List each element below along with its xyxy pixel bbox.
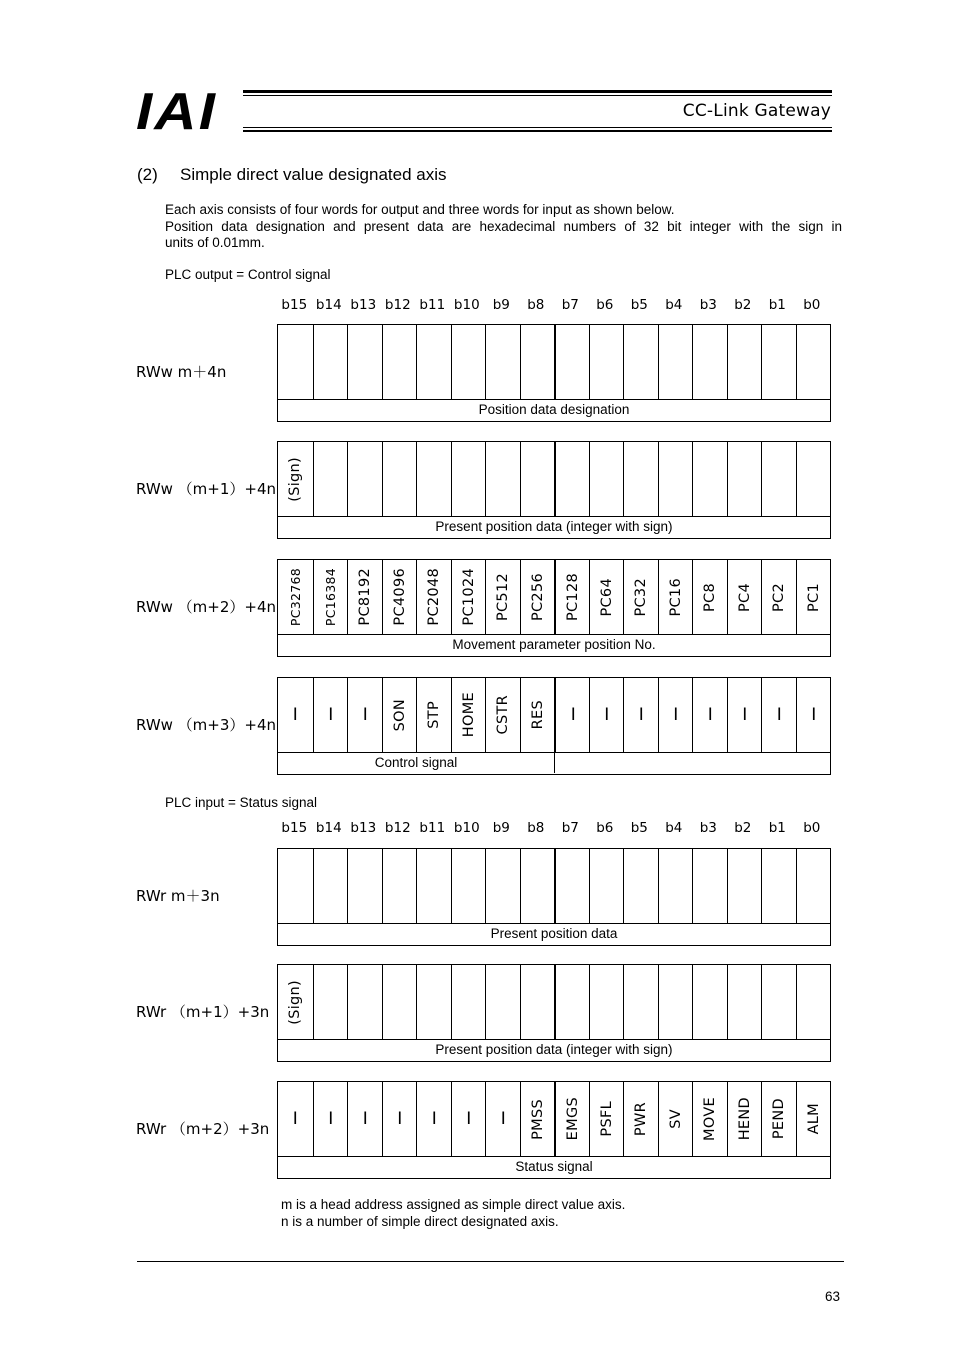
bit-cell [520, 560, 556, 634]
bit-cell [347, 849, 383, 923]
register-name: RWr （m+2）+3n [136, 1120, 270, 1138]
bit-cell [382, 678, 418, 752]
bit-cell [451, 1082, 487, 1156]
bit-cell [623, 560, 659, 634]
register-caption: Position data designation [478, 402, 630, 417]
bit-label: b10 [453, 297, 480, 313]
bit-cell [554, 678, 591, 752]
bit-label: b3 [699, 820, 717, 836]
bit-cell [554, 560, 591, 634]
bit-cell [451, 849, 487, 923]
bit-cell [554, 849, 591, 923]
bit-cell [278, 1082, 313, 1156]
register-caption: Present position data [490, 926, 618, 941]
bit-cell [727, 442, 763, 516]
bit-label: b13 [350, 297, 377, 313]
bit-cell [278, 442, 313, 516]
bit-cell [382, 849, 418, 923]
bit-cell [278, 325, 313, 399]
bit-cell [416, 965, 452, 1039]
bit-cell [520, 849, 556, 923]
bit-cell [451, 965, 487, 1039]
bit-signal-label: I [431, 1109, 437, 1129]
bit-cell [796, 560, 832, 634]
bit-signal-label: SV [667, 1109, 684, 1129]
bit-signal-label: PWR [633, 1101, 650, 1137]
bit-label: b8 [527, 297, 545, 313]
bit-cell [382, 1082, 418, 1156]
bit-signal-label: I [397, 1109, 403, 1129]
bit-signal-label: PC128 [565, 572, 582, 622]
bit-cell [416, 442, 452, 516]
bit-cell [658, 849, 694, 923]
register-cells [278, 1082, 830, 1157]
bit-signal-label: PC2 [771, 582, 788, 612]
bit-cell [554, 1082, 591, 1156]
bit-label: b12 [384, 820, 411, 836]
bit-signal-label: I [570, 705, 576, 725]
bit-cell [589, 560, 625, 634]
bit-signal-label: I [328, 1109, 334, 1129]
register-cells [278, 965, 830, 1040]
bit-signal-label: PC32768 [287, 567, 303, 627]
bit-signal-label: SON [391, 698, 408, 732]
bit-cell [658, 678, 694, 752]
bit-cell [589, 442, 625, 516]
bit-label: b10 [453, 820, 480, 836]
bit-signal-label: RES [529, 700, 546, 730]
bit-cell [382, 442, 418, 516]
bit-cell [278, 560, 313, 634]
bit-signal-label: I [604, 705, 610, 725]
bit-cell [554, 442, 591, 516]
bit-label: b3 [699, 297, 717, 313]
register-caption: Present position data (integer with sign) [435, 519, 673, 534]
bit-label: b11 [419, 820, 446, 836]
bit-cell [416, 560, 452, 634]
bit-label: b8 [527, 820, 545, 836]
bit-signal-label: PSFL [598, 1101, 615, 1137]
bit-cell [658, 965, 694, 1039]
bit-cell [658, 325, 694, 399]
notes [281, 1197, 625, 1230]
bit-signal-label: PC32 [633, 577, 650, 617]
bit-signal-label: I [638, 705, 644, 725]
intro-line: Each axis consists of four words for output and three words for input as shown below. [165, 202, 675, 217]
register-name: RWr （m+1）+3n [136, 1003, 270, 1021]
bit-cell [796, 965, 832, 1039]
bit-cell [416, 325, 452, 399]
bit-label: b4 [665, 820, 683, 836]
bit-signal-label: EMGS [565, 1097, 582, 1141]
bit-cell [623, 325, 659, 399]
bit-label: b5 [630, 820, 648, 836]
bit-cell [796, 325, 832, 399]
bit-cell [727, 325, 763, 399]
bit-signal-label: PMSS [529, 1098, 546, 1140]
bit-cell [313, 965, 349, 1039]
bit-cell [589, 965, 625, 1039]
bit-signal-label: HOME [460, 692, 477, 738]
bit-cell [278, 678, 313, 752]
bit-cell [313, 560, 349, 634]
intro-paragraph [165, 202, 842, 252]
bit-cell [313, 1082, 349, 1156]
bit-signal-label: (Sign) [287, 979, 304, 1025]
bit-cell [347, 1082, 383, 1156]
bit-cell [589, 1082, 625, 1156]
input-section-label: PLC input = Status signal [165, 795, 317, 810]
intro-line: Position data designation and present data are hexadecimal numbers of 32 bit integer with the sign in [165, 218, 842, 234]
bit-cell [761, 678, 797, 752]
bit-signal-label: I [292, 705, 298, 725]
bit-signal-label: I [362, 1109, 368, 1129]
bit-cell [727, 560, 763, 634]
bit-cell [692, 965, 728, 1039]
bit-signal-label: CSTR [495, 695, 512, 735]
bit-cell [623, 678, 659, 752]
bit-cell [520, 1082, 556, 1156]
bit-label: b6 [596, 820, 614, 836]
register-name: RWw （m+1）+4n [136, 480, 277, 498]
bit-signal-label: PC16 [667, 577, 684, 617]
bit-signal-label: MOVE [702, 1097, 719, 1141]
bit-label: b15 [281, 820, 308, 836]
footer-rule [137, 1261, 844, 1262]
register-table [277, 964, 831, 1062]
bit-cell [347, 678, 383, 752]
bit-cell [451, 560, 487, 634]
bit-cell [382, 965, 418, 1039]
bit-signal-label: I [673, 705, 679, 725]
register-cells [278, 442, 830, 517]
bit-cell [451, 678, 487, 752]
bit-cell [796, 849, 832, 923]
bit-cell [278, 965, 313, 1039]
bit-cell [416, 678, 452, 752]
bit-label: b11 [419, 297, 446, 313]
bit-cell [623, 1082, 659, 1156]
bit-label: b9 [492, 820, 510, 836]
register-table [277, 677, 831, 775]
bit-cell [382, 560, 418, 634]
register-table [277, 1081, 831, 1179]
bit-signal-label: HEND [736, 1097, 753, 1141]
bit-signal-label: I [500, 1109, 506, 1129]
bit-cell [451, 325, 487, 399]
bit-label: b7 [561, 820, 579, 836]
register-caption: Status signal [515, 1159, 593, 1174]
register-cells [278, 325, 830, 400]
bit-cell [485, 965, 521, 1039]
bit-cell [692, 442, 728, 516]
bit-cell [589, 325, 625, 399]
bit-signal-label: PC4 [736, 582, 753, 612]
bit-cell [796, 1082, 832, 1156]
bit-cell [416, 1082, 452, 1156]
bit-label: b2 [734, 820, 752, 836]
bit-signal-label: PC1 [805, 582, 822, 612]
register-name: RWr m＋3n [136, 887, 220, 905]
bit-signal-label: (Sign) [287, 456, 304, 502]
register-name: RWw m＋4n [136, 363, 227, 381]
bit-cell [313, 442, 349, 516]
register-name: RWw （m+3）+4n [136, 716, 277, 734]
register-caption [554, 753, 831, 773]
bit-cell [761, 849, 797, 923]
register-table [277, 559, 831, 657]
iai-logo: IAI [136, 83, 218, 141]
note-line: n is a number of simple direct designated axis. [281, 1213, 559, 1229]
bit-cell [554, 965, 591, 1039]
bit-cell [692, 560, 728, 634]
bit-label: b15 [281, 297, 308, 313]
bit-signal-label: PC2048 [426, 568, 443, 626]
bit-signal-label: PC64 [598, 577, 615, 617]
register-cells [278, 849, 830, 924]
bit-cell [761, 1082, 797, 1156]
bit-cell [520, 678, 556, 752]
bit-cell [761, 325, 797, 399]
bit-cell [485, 560, 521, 634]
bit-cell [382, 325, 418, 399]
bit-signal-label: PC4096 [391, 568, 408, 626]
bit-cell [692, 325, 728, 399]
bit-signal-label: PC1024 [460, 568, 477, 626]
bit-cell [623, 442, 659, 516]
bit-label: b4 [665, 297, 683, 313]
bit-cell [761, 965, 797, 1039]
bit-cell [727, 849, 763, 923]
bit-cell [451, 442, 487, 516]
header-title: CC-Link Gateway [682, 101, 831, 121]
register-caption: Control signal [374, 755, 458, 770]
bit-signal-label: I [707, 705, 713, 725]
bit-cell [692, 849, 728, 923]
register-table [277, 324, 831, 422]
bit-cell [589, 678, 625, 752]
bit-signal-label: PC8192 [357, 568, 374, 626]
bit-label: b12 [384, 297, 411, 313]
bit-cell [485, 1082, 521, 1156]
bit-cell [658, 560, 694, 634]
bit-cell [485, 678, 521, 752]
note-line: m is a head address assigned as simple direct value axis. [281, 1197, 626, 1212]
bit-signal-label: I [776, 705, 782, 725]
page-number: 63 [825, 1289, 841, 1304]
bit-cell [485, 442, 521, 516]
bit-cell [589, 849, 625, 923]
bit-label: b13 [350, 820, 377, 836]
bit-cell [347, 560, 383, 634]
bit-label: b0 [803, 820, 821, 836]
bit-cell [692, 678, 728, 752]
bit-signal-label: I [466, 1109, 472, 1129]
bit-cell [727, 678, 763, 752]
bit-cell [347, 325, 383, 399]
bit-label: b2 [734, 297, 752, 313]
bit-cell [347, 965, 383, 1039]
bit-cell [623, 965, 659, 1039]
bit-cell [520, 325, 556, 399]
bit-signal-label: PEND [771, 1098, 788, 1140]
bit-cell [692, 1082, 728, 1156]
bit-cell [761, 442, 797, 516]
register-cells [278, 678, 830, 753]
register-caption: Present position data (integer with sign) [435, 1042, 673, 1057]
bit-signal-label: PC16384 [323, 567, 339, 627]
register-table [277, 848, 831, 946]
bit-label: b1 [768, 820, 786, 836]
bit-label: b5 [630, 297, 648, 313]
bit-label: b1 [768, 297, 786, 313]
bit-cell [761, 560, 797, 634]
bit-cell [313, 325, 349, 399]
bit-cell [623, 849, 659, 923]
bit-label: b6 [596, 297, 614, 313]
bit-signal-label: I [292, 1109, 298, 1129]
bit-cell [796, 442, 832, 516]
bit-cell [554, 325, 591, 399]
register-caption: Movement parameter position No. [452, 637, 656, 652]
bit-label: b7 [561, 297, 579, 313]
bit-signal-label: PC8 [702, 582, 719, 612]
bit-signal-label: I [742, 705, 748, 725]
section-title: Simple direct value designated axis [180, 165, 447, 184]
bit-cell [796, 678, 832, 752]
bit-cell [485, 325, 521, 399]
bit-signal-label: I [328, 705, 334, 725]
bit-cell [485, 849, 521, 923]
bit-signal-label: PC512 [495, 572, 512, 622]
bit-signal-label: PC256 [529, 572, 546, 622]
output-section-label: PLC output = Control signal [165, 267, 331, 282]
bit-label: b0 [803, 297, 821, 313]
bit-cell [520, 965, 556, 1039]
bit-signal-label: I [362, 705, 368, 725]
bit-cell [278, 849, 313, 923]
bit-signal-label: ALM [805, 1103, 822, 1135]
bit-cell [658, 442, 694, 516]
intro-line: units of 0.01mm. [165, 235, 265, 250]
bit-cell [727, 1082, 763, 1156]
bit-label: b14 [315, 297, 342, 313]
bit-cell [313, 849, 349, 923]
output-bit-header [277, 297, 831, 315]
bit-cell [416, 849, 452, 923]
bit-signal-label: I [811, 705, 817, 725]
register-cells [278, 560, 830, 635]
bit-signal-label: STP [426, 701, 443, 729]
bit-cell [520, 442, 556, 516]
bit-cell [658, 1082, 694, 1156]
register-name: RWw （m+2）+4n [136, 598, 277, 616]
bit-cell [347, 442, 383, 516]
input-bit-header [277, 820, 831, 838]
bit-label: b14 [315, 820, 342, 836]
register-table [277, 441, 831, 539]
bit-label: b9 [492, 297, 510, 313]
bit-cell [313, 678, 349, 752]
section-number: (2) [137, 165, 158, 184]
bit-cell [727, 965, 763, 1039]
